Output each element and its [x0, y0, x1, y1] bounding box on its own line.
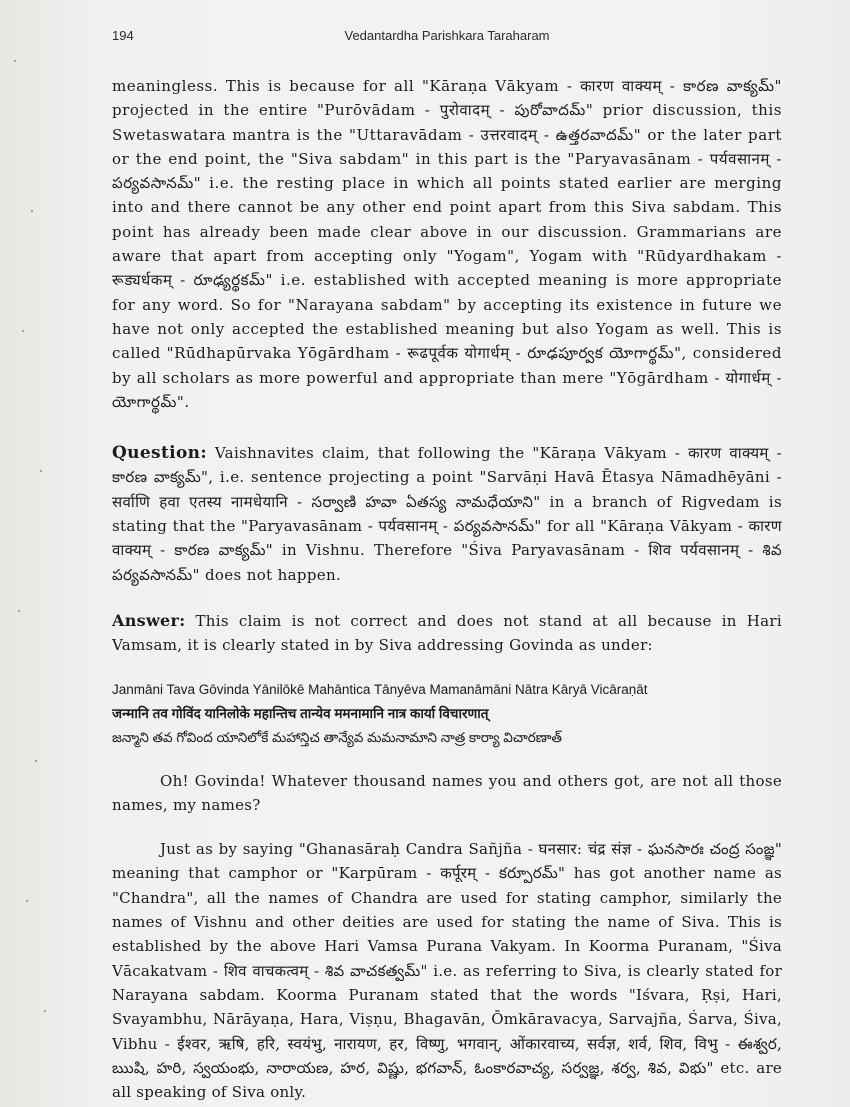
- answer-label: Answer:: [112, 610, 186, 630]
- speck: [26, 900, 28, 902]
- translation-paragraph: Oh! Govinda! Whatever thousand names you and others got, are not all those names, my names?: [112, 771, 782, 814]
- answer-paragraph: [112, 609, 782, 658]
- left-margin-specks: [0, 0, 70, 1107]
- page-body: [112, 74, 782, 1104]
- verse-roman: Janmāni Tava Gōvinda Yānilōkē Mahāntica Tānyēva Mamanāmāni Nātra Kāryā Vicāraṇāt: [112, 681, 648, 697]
- speck: [35, 760, 37, 762]
- running-title: Vedantardha Parishkara Taraharam: [344, 28, 550, 43]
- question-paragraph: [112, 441, 782, 587]
- speck: [22, 330, 24, 332]
- question-text: Vaishnavites claim, that following the "Kāraṇa Vākyam - कारण वाक्यम् - కారణ వాక్యమ్", i.e. sentence projecting a point "Sarvāṇi Havā Ētasya Nāmadhēyāni - सर्वाणि हवा एतस्य नामधेयानि - సర్వాణి హవా ఏతస్య నామధేయాని" in a branch of Rigvedam is stating that the "Paryavasānam - पर्यवसानम् - పర్యవసానమ్" for all "Kāraṇa Vākyam - कारण वाक्यम् - కారణ వాక్యమ్" in Vishnu. Therefore "Śiva Paryavasānam - शिव पर्यवसानम् - శివ పర్యవసానమ్" does not happen.: [112, 444, 782, 584]
- page-number: 194: [112, 28, 134, 43]
- speck: [44, 1010, 46, 1012]
- answer-text: This claim is not correct and does not stand at all because in Hari Vamsam, it is clearly stated in by Siva addressing Govinda as under:: [112, 611, 782, 655]
- paragraph-ghanasara: Just as by saying "Ghanasāraḥ Candra Sañjña - घनसार: चंद्र संज्ञ - ఘనసారః చంద్ర సంజ్ఞ" meaning that camphor or "Karpūram - कर्पूरम् - కర్పూరమ్" has got another name as "Chandra", all the names of Chandra are used for stating camphor, similarly the names of Vishnu and other deities are used for stating the name of Siva. This is established by the above Hari Vamsa Purana Vakyam. In Koorma Puranam, "Śiva Vācakatvam - शिव वाचकत्वम् - శివ వాచకత్వమ్" i.e. as referring to Siva, is clearly stated for Narayana sabdam. Koorma Puranam stated that the words "Iśvara, Ṛṣi, Hari, Svayambhu, Nārāyaṇa, Hara, Viṣṇu, Bhagavān, Ōmkāravacya, Sarvajña, Śarva, Śiva, Vibhu - ईश्वर, ऋषि, हरि, स्वयंभु, नारायण, हर, विष्णु, भगवान्, ओंकारवाच्य, सर्वज्ञ, शर्व, शिव, विभु - ఈశ్వర, ఋషి, హరి, స్వయంభు, నారాయణ, హర, విష్ణు, భగవాన్, ఓంకారవాచ్య, సర్వజ్ఞ, శర్వ, శివ, విభు" etc. are all speaking of Siva only.: [112, 840, 782, 1102]
- verse-telugu: జన్మాని తవ గోవింద యానిలోకే మహాన్తిచ తాన్యేవ మమనామాని నాత్ర కార్యా విచారణాత్: [112, 729, 563, 745]
- speck: [40, 470, 42, 472]
- paragraph-karana-vakyam: meaningless. This is because for all "Kāraṇa Vākyam - कारण वाक्यम् - కారణ వాక్యమ్" projected in the entire "Purōvādam - पुरोवादम् - పురోవాదమ్" prior discussion, this Swetaswatara mantra is the "Uttaravādam - उत्तरवादम् - ఉత్తరవాదమ్" or the later part or the end point, the "Siva sabdam" in this part is the "Paryavasānam - पर्यवसानम् - పర్యవసానమ్" i.e. the resting place in which all points stated earlier are merging into and there cannot be any other end point apart from this Siva sabdam. This point has already been made clear above in our discussion. Grammarians are aware that apart from accepting only "Yogam", Yogam with "Rūdyardhakam - रूड्यर्धकम् - రూఢ్యర్థకమ్" i.e. established with accepted meaning is more appropriate for any word. So for "Narayana sabdam" by accepting its existence in future we have not only accepted the established meaning but also Yogam as well. This is called "Rūdhapūrvaka Yōgārdham - रूढपूर्वक योगार्धम् - రూఢపూర్వక యోగార్థమ్", considered by all scholars as more powerful and appropriate than mere "Yōgārdham - योगार्धम् - యోగార్థమ్".: [112, 77, 782, 411]
- question-label: Question:: [112, 443, 207, 464]
- page-header: [112, 28, 782, 48]
- harivamsa-verse: [112, 678, 782, 750]
- speck: [31, 210, 33, 212]
- speck: [18, 610, 20, 612]
- verse-devanagari: जन्मानि तव गोविंद यानिलोके महान्तिच तान्येव ममनामानि नात्र कार्या विचारणात्: [112, 705, 489, 721]
- speck: [14, 60, 16, 62]
